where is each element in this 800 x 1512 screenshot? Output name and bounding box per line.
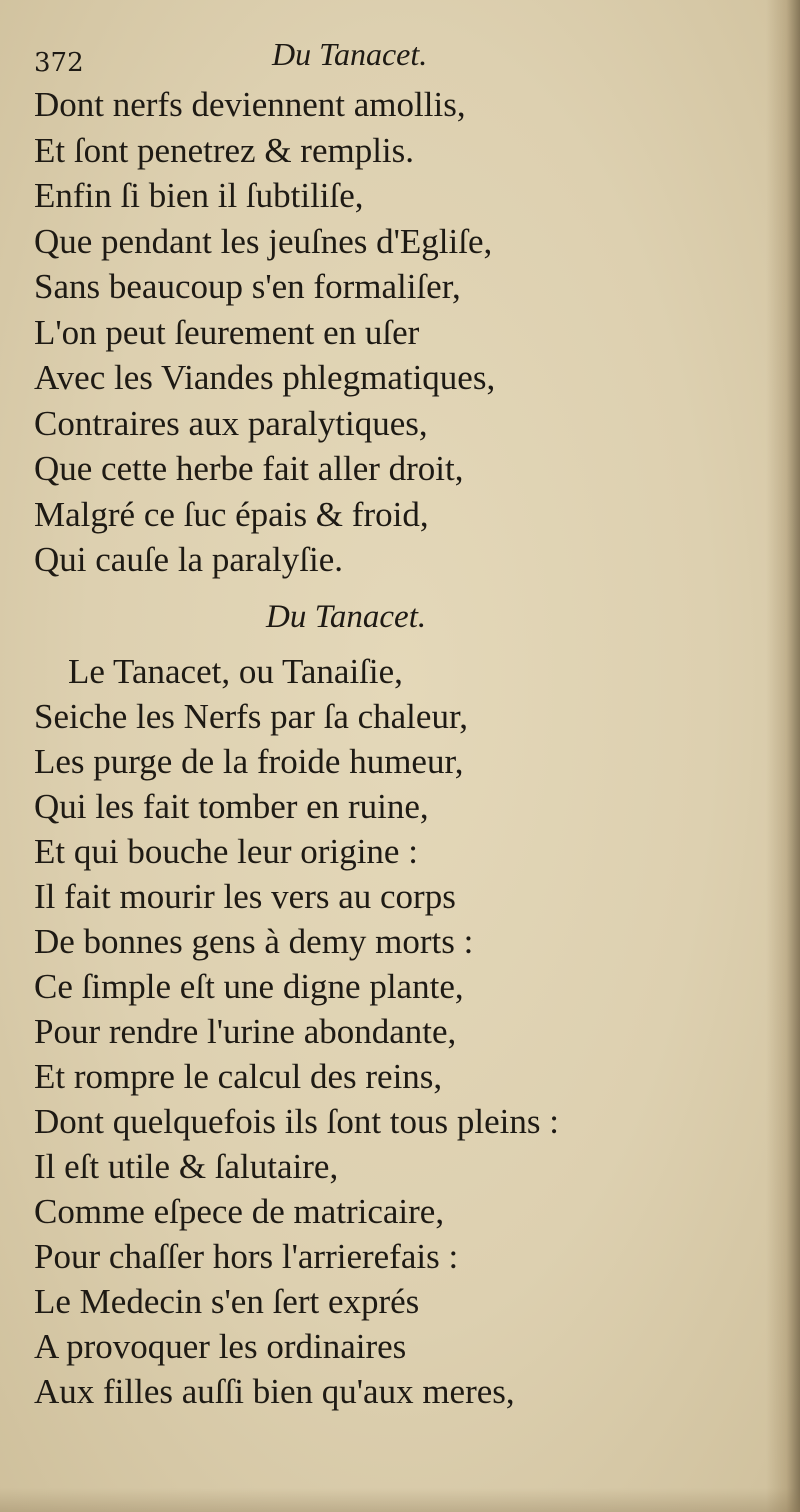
verse-line: Les purge de la froide humeur, <box>34 741 464 781</box>
verse-line: Il fait mourir les vers au corps <box>34 876 456 916</box>
verse-line: Et ſont penetrez & remplis. <box>34 130 415 170</box>
verse-line: Enfin ſi bien il ſubtiliſe, <box>34 176 364 215</box>
verse-line: Comme eſpece de matricaire, <box>34 1191 445 1231</box>
poem-one <box>34 82 754 583</box>
verse-line: A provoquer les ordinaires <box>34 1326 407 1366</box>
text-block <box>34 36 754 1414</box>
verse-line: Malgré ce ſuc épais & froid, <box>34 494 429 534</box>
verse-line: Avec les Viandes phlegmatiques, <box>34 358 496 397</box>
verse-line: Qui cauſe la paralyſie. <box>34 540 344 579</box>
verse-line: Que pendant les jeuſnes d'Egliſe, <box>34 221 493 261</box>
verse-line: Pour rendre l'urine abondante, <box>34 1011 457 1051</box>
poem-two <box>34 649 754 1414</box>
verse-line: Il eſt utile & ſalutaire, <box>34 1146 339 1186</box>
verse-line: Aux filles auſſi bien qu'aux meres, <box>34 1371 515 1411</box>
verse-line: Que cette herbe fait aller droit, <box>34 449 464 488</box>
verse-line: Qui les fait tomber en ruine, <box>34 786 429 826</box>
verse-line-first: Le Tanacet, ou Tanaiſie, <box>68 651 403 691</box>
verse-line: Dont nerfs deviennent amollis, <box>34 85 466 124</box>
verse-line: Dont quelquefois ils ſont tous pleins : <box>34 1101 559 1141</box>
verse-line: Sans beaucoup s'en formaliſer, <box>34 267 461 306</box>
verse-line: Et qui bouche leur origine : <box>34 831 418 871</box>
verse-line: L'on peut ſeurement en uſer <box>34 312 420 352</box>
verse-line: Contraires aux paralytiques, <box>34 403 428 443</box>
section-title: Du Tanacet. <box>266 598 427 635</box>
verse-line: De bonnes gens à demy morts : <box>34 921 474 961</box>
verse-line: Ce ſimple eſt une digne plante, <box>34 966 464 1006</box>
running-title: Du Tanacet. <box>272 36 428 72</box>
verse-line: Le Medecin s'en ſert exprés <box>34 1281 420 1321</box>
page-bottom-edge <box>0 1488 800 1512</box>
running-head <box>34 36 754 82</box>
verse-line: Pour chaſſer hors l'arrierefais : <box>34 1236 459 1276</box>
page-number: 372 <box>34 48 84 78</box>
spine-shadow <box>766 0 800 1512</box>
verse-line: Seiche les Nerfs par ſa chaleur, <box>34 696 468 736</box>
verse-line: Et rompre le calcul des reins, <box>34 1056 443 1096</box>
